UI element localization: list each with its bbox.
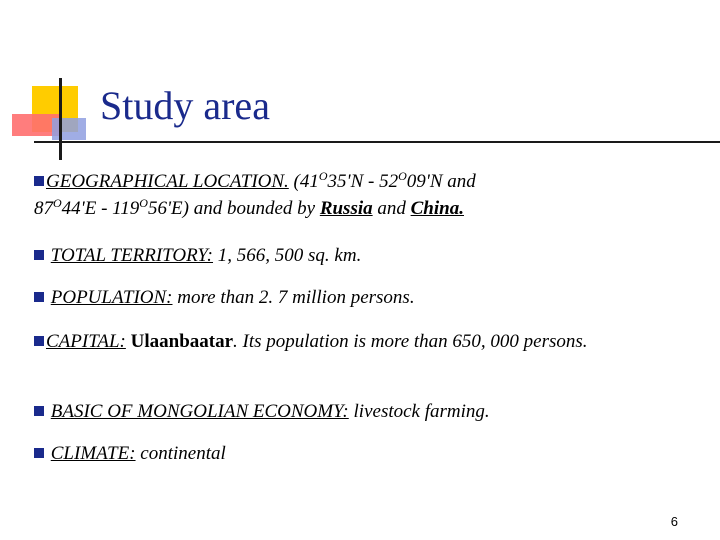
geo-label: GEOGRAPHICAL LOCATION. [46, 171, 289, 192]
logo-blue-square [52, 118, 86, 140]
capital-label: CAPITAL: [46, 331, 126, 352]
geo-lon-start-rest: 44'E - 119 [61, 198, 140, 219]
bullet-square-icon [34, 250, 44, 260]
logo-vertical-line [59, 78, 62, 160]
geo-lat-end-rest: 09'N and [406, 171, 476, 192]
degree-mark-3: O [53, 196, 62, 210]
geo-lon-start: 87 [34, 198, 53, 219]
decorative-logo-icon [0, 0, 100, 170]
slide-title: Study area [100, 83, 270, 128]
bullet-item-geographical-location [34, 168, 674, 222]
climate-value: continental [140, 443, 226, 464]
title-underline-divider [34, 141, 720, 143]
geo-china: China. [410, 198, 464, 219]
population-value: more than 2. 7 million persons. [177, 287, 415, 308]
degree-mark-4: O [139, 196, 148, 210]
bullet-item-population [34, 284, 674, 311]
degree-mark-1: O [318, 169, 328, 183]
geo-text-mid: and bounded by [193, 198, 316, 219]
capital-city: Ulaanbaatar [130, 331, 234, 352]
population-label: POPULATION: [50, 287, 173, 308]
geo-lat-start: (41 [293, 171, 319, 192]
degree-mark-2: O [398, 169, 407, 183]
bullet-square-icon [34, 406, 44, 416]
bullet-square-icon [34, 292, 44, 302]
page-number: 6 [670, 514, 678, 529]
territory-label: TOTAL TERRITORY: [50, 245, 214, 266]
bullet-square-icon [34, 448, 44, 458]
bullet-item-climate [34, 440, 674, 467]
territory-value: 1, 566, 500 sq. km. [217, 245, 362, 266]
bullet-item-total-territory [34, 242, 674, 269]
geo-lat-start-rest: 35'N - 52 [327, 171, 399, 192]
bullet-square-icon [34, 176, 44, 186]
geo-russia: Russia [319, 198, 373, 219]
capital-value: . Its population is more than 650, 000 persons. [233, 331, 588, 352]
geo-and: and [377, 198, 406, 219]
bullet-item-capital [34, 328, 674, 355]
bullet-item-economy [34, 398, 674, 425]
climate-label: CLIMATE: [50, 443, 136, 464]
bullet-square-icon [34, 336, 44, 346]
economy-label: BASIC OF MONGOLIAN ECONOMY: [50, 401, 349, 422]
economy-value: livestock farming. [353, 401, 490, 422]
geo-lon-end-rest: 56'E) [147, 198, 189, 219]
